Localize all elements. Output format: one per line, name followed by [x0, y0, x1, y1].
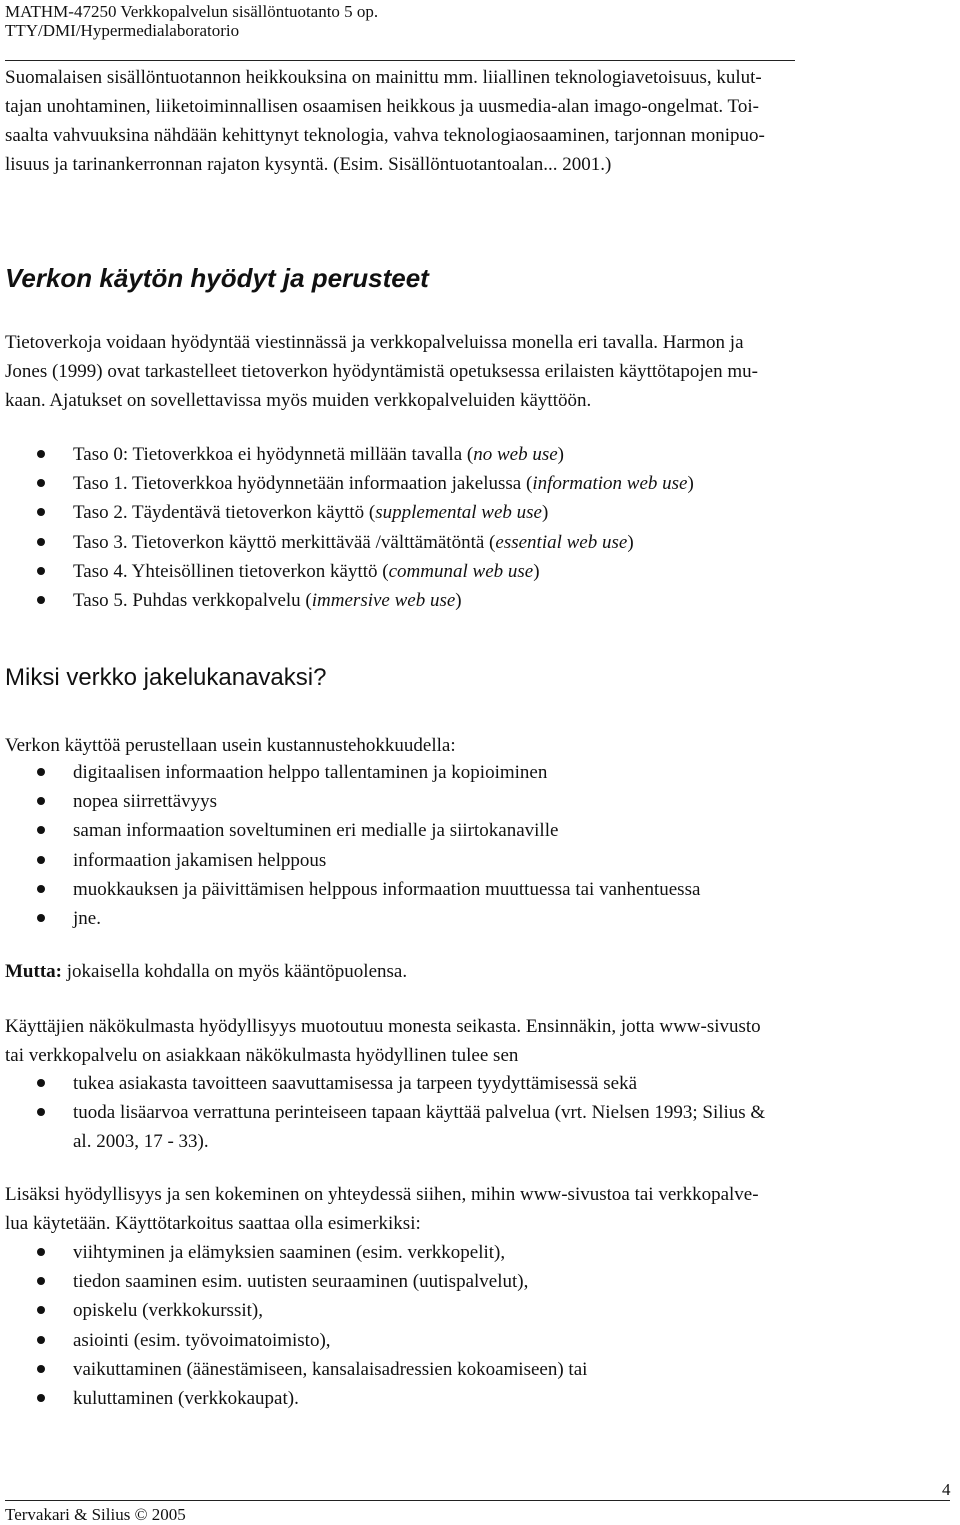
mutta-text: jokaisella kohdalla on myös kääntöpuolensa.	[61, 961, 408, 982]
benefits-paragraph	[5, 328, 953, 415]
intro-line: Suomalaisen sisällöntuotannon heikkouksina on mainittu mm. liiallinen teknologiavetoisuus, kulut-	[5, 67, 762, 88]
list-item: viihtyminen ja elämyksien saaminen (esim. verkkopelit),	[0, 1238, 940, 1267]
course-title: MATHM-47250 Verkkopalvelun sisällöntuotanto 5 op.	[5, 2, 379, 21]
level-term: information web use	[532, 473, 688, 495]
level-end: )	[542, 502, 549, 524]
level-text: Taso 3. Tietoverkon käyttö merkittävää /välttämätöntä (	[73, 531, 496, 553]
page-header	[5, 2, 795, 40]
paragraph-line: lua käytetään. Käyttötarkoitus saattaa olla esimerkiksi:	[5, 1213, 421, 1234]
paragraph-line: tai verkkopalvelu on asiakkaan näkökulmasta hyödyllinen tulee sen	[5, 1045, 519, 1066]
list-item-line: al. 2003, 17 - 33).	[73, 1131, 209, 1153]
list-item: opiskelu (verkkokurssit),	[0, 1296, 940, 1325]
level-text: Taso 1. Tietoverkkoa hyödynnetään informaation jakelussa (	[73, 473, 533, 495]
level-text: Taso 4. Yhteisöllinen tietoverkon käyttö (	[73, 560, 389, 582]
header-rule	[5, 60, 795, 61]
list-item: tukea asiakasta tavoitteen saavuttamisessa ja tarpeen tyydyttämisessä sekä	[0, 1069, 940, 1098]
intro-line: saalta vahvuuksina nähdään kehittynyt teknologia, vahva teknologiaosaaminen, tarjonnan monipuo-	[5, 125, 765, 146]
level-term: no web use	[473, 444, 558, 465]
level-end: )	[455, 590, 462, 612]
list-item	[0, 528, 940, 557]
level-text: Taso 2. Täydentävä tietoverkon käyttö (	[73, 502, 376, 524]
cost-efficiency-intro: Verkon käyttöä perustellaan usein kustannustehokkuudella:	[5, 735, 456, 756]
section-heading-distribution: Miksi verkko jakelukanavaksi?	[5, 664, 327, 691]
paragraph-line	[5, 328, 953, 357]
purpose-list	[0, 1238, 940, 1413]
cost-efficiency-list	[0, 758, 940, 933]
purpose-paragraph	[5, 1180, 953, 1238]
paragraph-text: Tietoverkoja voidaan hyödyntää viestinnässä ja verkkopalveluissa monella eri tavalla.	[5, 332, 659, 353]
level-end: )	[533, 560, 540, 582]
list-item: digitaalisen informaation helppo tallentaminen ja kopioiminen	[0, 758, 940, 787]
level-end: )	[687, 473, 694, 495]
list-item: saman informaation soveltuminen eri medialle ja siirtokanaville	[0, 816, 940, 845]
level-text: Taso 5. Puhdas verkkopalvelu (	[73, 590, 312, 612]
intro-line: tajan unohtaminen, liiketoiminnallisen osaamisen heikkous ja uusmedia-alan imago-ongelmat. Toi-	[5, 96, 759, 117]
web-use-levels-list	[0, 440, 940, 615]
list-item	[0, 440, 940, 469]
page-number: 4	[942, 1480, 951, 1499]
paragraph-text: Harmon ja	[662, 332, 744, 353]
list-item: jne.	[0, 904, 940, 933]
list-item	[0, 557, 940, 586]
intro-paragraph	[5, 63, 953, 179]
level-term: communal web use	[388, 560, 534, 582]
list-item-line: tuoda lisäarvoa verrattuna perinteiseen tapaan käyttää palvelua (vrt. Nielsen 1993; Silius &	[73, 1102, 766, 1124]
paragraph-line: Jones (1999) ovat tarkastelleet tietoverkon hyödyntämistä opetuksessa erilaisten käyttötapojen mu-	[5, 361, 758, 382]
list-item	[0, 469, 940, 498]
footer-credit: Tervakari & Silius © 2005	[5, 1505, 186, 1524]
level-term: immersive web use	[311, 590, 456, 612]
list-item: kuluttaminen (verkkokaupat).	[0, 1384, 940, 1413]
list-item	[0, 1098, 940, 1156]
list-item: informaation jakamisen helppous	[0, 846, 940, 875]
paragraph-line: kaan. Ajatukset on sovellettavissa myös muiden verkkopalveluiden käyttöön.	[5, 390, 592, 411]
level-end: )	[627, 531, 634, 553]
mutta-note	[5, 957, 953, 986]
list-item: vaikuttaminen (äänestämiseen, kansalaisadressien kokoamiseen) tai	[0, 1355, 940, 1384]
footer-rule	[5, 1500, 950, 1501]
department: TTY/DMI/Hypermedialaboratorio	[5, 21, 240, 40]
list-item: muokkauksen ja päivittämisen helppous informaation muuttuessa tai vanhentuessa	[0, 875, 940, 904]
list-item: asiointi (esim. työvoimatoimisto),	[0, 1326, 940, 1355]
paragraph-line: Käyttäjien näkökulmasta hyödyllisyys muotoutuu monesta seikasta. Ensinnäkin, jotta www-sivusto	[5, 1016, 761, 1037]
list-item	[0, 586, 940, 615]
usefulness-list	[0, 1069, 940, 1157]
level-term: essential web use	[495, 531, 628, 553]
user-perspective-paragraph	[5, 1012, 953, 1070]
level-term: supplemental web use	[375, 502, 542, 524]
list-item: tiedon saaminen esim. uutisten seuraaminen (uutispalvelut),	[0, 1267, 940, 1296]
list-item	[0, 498, 940, 527]
paragraph-line: Lisäksi hyödyllisyys ja sen kokeminen on yhteydessä siihen, mihin www-sivustoa tai verkkopalve-	[5, 1184, 759, 1205]
intro-line: lisuus ja tarinankerronnan rajaton kysyntä. (Esim. Sisällöntuotantoalan... 2001.)	[5, 154, 612, 175]
level-end: )	[557, 444, 564, 465]
section-heading-benefits: Verkon käytön hyödyt ja perusteet	[5, 263, 429, 293]
mutta-label: Mutta:	[5, 961, 62, 982]
list-item: nopea siirrettävyys	[0, 787, 940, 816]
level-text: Taso 0: Tietoverkkoa ei hyödynnetä millään tavalla (	[73, 444, 474, 465]
